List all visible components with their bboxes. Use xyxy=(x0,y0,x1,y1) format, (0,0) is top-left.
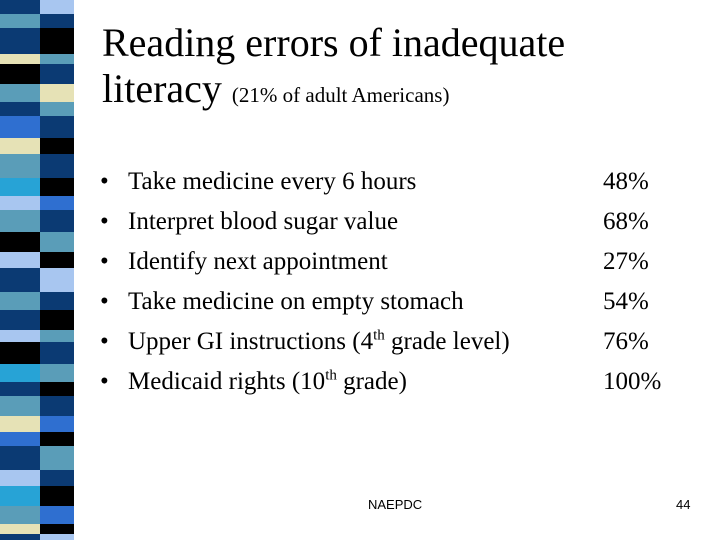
bullet-glyph: • xyxy=(100,368,109,395)
bullet-list xyxy=(100,162,700,402)
list-item xyxy=(100,202,700,242)
title-line-2: literacy xyxy=(102,66,222,111)
list-item xyxy=(100,282,700,322)
page-number: 44 xyxy=(676,497,691,512)
item-percent: 48% xyxy=(603,168,649,195)
bullet-glyph: • xyxy=(100,168,109,195)
item-text: Identify next appointment xyxy=(128,248,388,275)
title-subtitle: (21% of adult Americans) xyxy=(231,83,450,107)
bullet-glyph: • xyxy=(100,328,109,355)
list-item xyxy=(100,242,700,282)
list-item xyxy=(100,362,700,402)
footer-organization: NAEPDC xyxy=(368,497,423,512)
item-percent: 100% xyxy=(603,368,662,395)
list-item xyxy=(100,322,700,362)
item-percent: 27% xyxy=(603,248,649,275)
item-percent: 54% xyxy=(603,288,649,315)
item-percent: 76% xyxy=(603,328,649,355)
item-percent: 68% xyxy=(603,208,649,235)
item-text: Upper GI instructions (4th grade level) xyxy=(128,327,510,355)
slide-title xyxy=(102,20,702,118)
item-text: Medicaid rights (10th grade) xyxy=(128,367,407,395)
item-text: Interpret blood sugar value xyxy=(128,208,399,235)
item-text: Take medicine every 6 hours xyxy=(128,168,417,195)
decorative-stripe xyxy=(0,0,74,540)
bullet-glyph: • xyxy=(100,208,109,235)
title-line-1: Reading errors of inadequate xyxy=(102,20,566,65)
item-text: Take medicine on empty stomach xyxy=(128,288,464,315)
bullet-glyph: • xyxy=(100,248,109,275)
list-item xyxy=(100,162,700,202)
bullet-glyph: • xyxy=(100,288,109,315)
